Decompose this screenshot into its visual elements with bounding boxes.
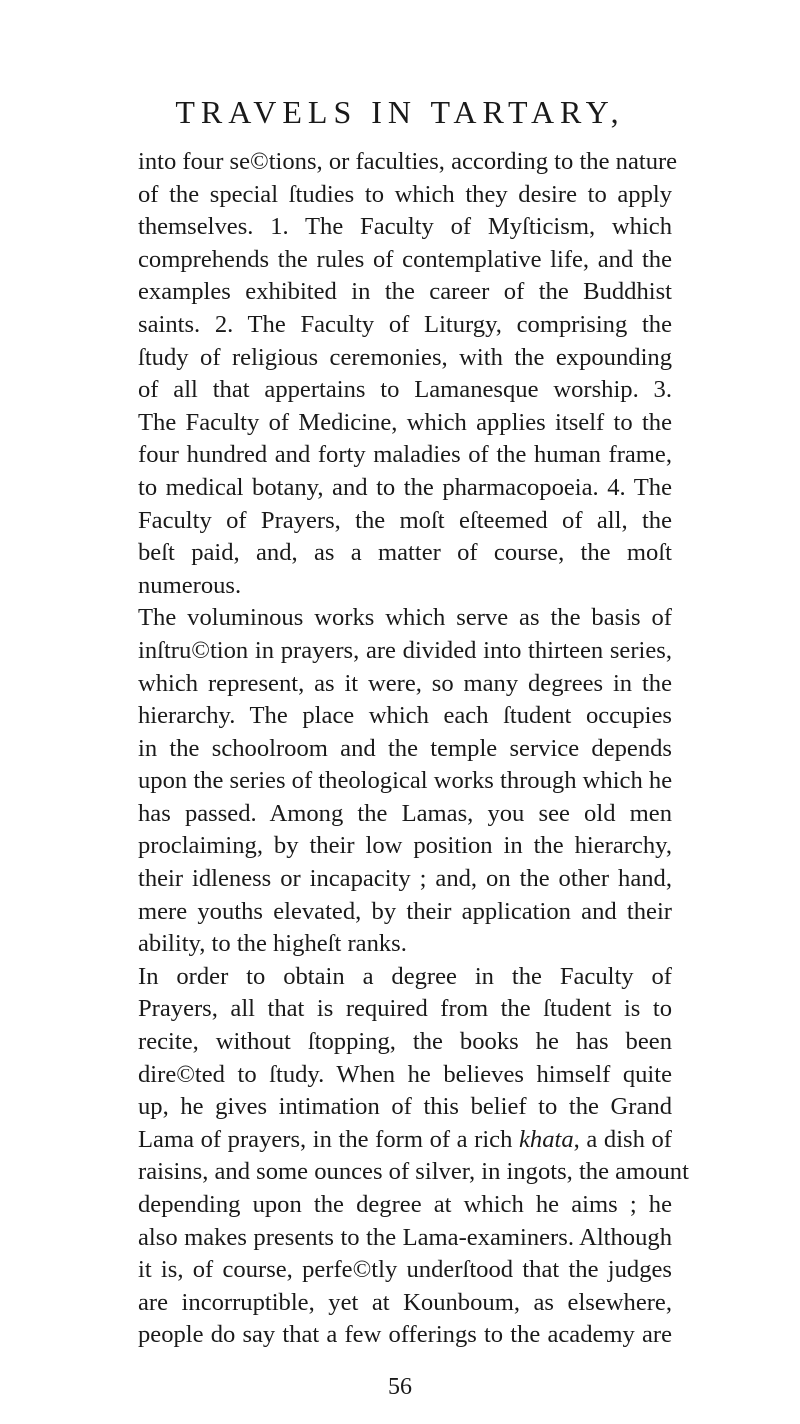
line-start: Lama of prayers, in the form of a rich [138, 1125, 513, 1153]
text-line: of all that appertains to Lamanesque worship. 3. [138, 376, 672, 404]
text-line: themselves. 1. The Faculty of Myſticism, which [138, 213, 672, 241]
text-line: to medical botany, and to the pharmacopoeia. 4. The [138, 473, 672, 501]
text-line: recite, without ſtopping, the books he has been [138, 1028, 672, 1056]
text-line: comprehends the rules of contemplative life, and the [138, 245, 672, 273]
text-line: raisins, and some ounces of silver, in ingots, the amount [138, 1158, 689, 1186]
text-line: inſtru©tion in prayers, are divided into thirteen series, [138, 636, 672, 664]
text-line: four hundred and forty maladies of the human frame, [138, 441, 672, 469]
body-text [138, 146, 689, 1352]
text-line: beſt paid, and, as a matter of course, the moſt [138, 539, 672, 567]
text-line: has passed. Among the Lamas, you see old men [138, 799, 672, 827]
text-line: dire©ted to ſtudy. When he believes himself quite [138, 1060, 672, 1088]
paragraph-start-line: The voluminous works which serve as the basis of [138, 604, 672, 632]
text-line: hierarchy. The place which each ſtudent occupies [138, 702, 672, 730]
text-line: Faculty of Prayers, the moſt eſteemed of all, the [138, 506, 672, 534]
text-line: which represent, as it were, so many degrees in the [138, 669, 672, 697]
paragraph-end-line: numerous. [138, 571, 242, 599]
text-line: saints. 2. The Faculty of Liturgy, comprising the [138, 310, 672, 338]
text-line: in the schoolroom and the temple service depends [138, 734, 672, 762]
text-line: of the special ſtudies to which they desire to apply [138, 180, 672, 208]
text-line: Prayers, all that is required from the ſtudent is to [138, 995, 672, 1023]
italic-term: khata [519, 1125, 574, 1153]
text-line: people do say that a few offerings to the academy are [138, 1321, 672, 1349]
text-line: their idleness or incapacity ; and, on the other hand, [138, 865, 672, 893]
running-head: TRAVELS IN TARTARY, [175, 94, 625, 130]
text-line: also makes presents to the Lama-examiners. Although [138, 1223, 672, 1251]
text-line: The Faculty of Medicine, which applies itself to the [138, 408, 672, 436]
text-line: examples exhibited in the career of the Buddhist [138, 278, 672, 306]
paragraph-start-line: In order to obtain a degree in the Faculty of [138, 962, 672, 990]
text-line-with-italic [138, 1124, 672, 1157]
text-line: are incorruptible, yet at Kounboum, as elsewhere, [138, 1288, 672, 1316]
text-line: ſtudy of religious ceremonies, with the expounding [138, 343, 672, 371]
page-number: 56 [388, 1374, 412, 1400]
text-line: up, he gives intimation of this belief to the Grand [138, 1093, 672, 1121]
text-line: depending upon the degree at which he aims ; he [138, 1191, 672, 1218]
text-line: mere youths elevated, by their application and their [138, 897, 672, 925]
line-end: , a dish of [573, 1125, 672, 1153]
text-line: upon the series of theological works through which he [138, 767, 673, 795]
text-line: into four se©tions, or faculties, according to the nature [138, 148, 678, 175]
paragraph-end-line: ability, to the higheſt ranks. [138, 930, 407, 958]
text-line: proclaiming, by their low position in the hierarchy, [138, 832, 672, 860]
text-line: it is, of course, perfe©tly underſtood that the judges [138, 1256, 672, 1284]
